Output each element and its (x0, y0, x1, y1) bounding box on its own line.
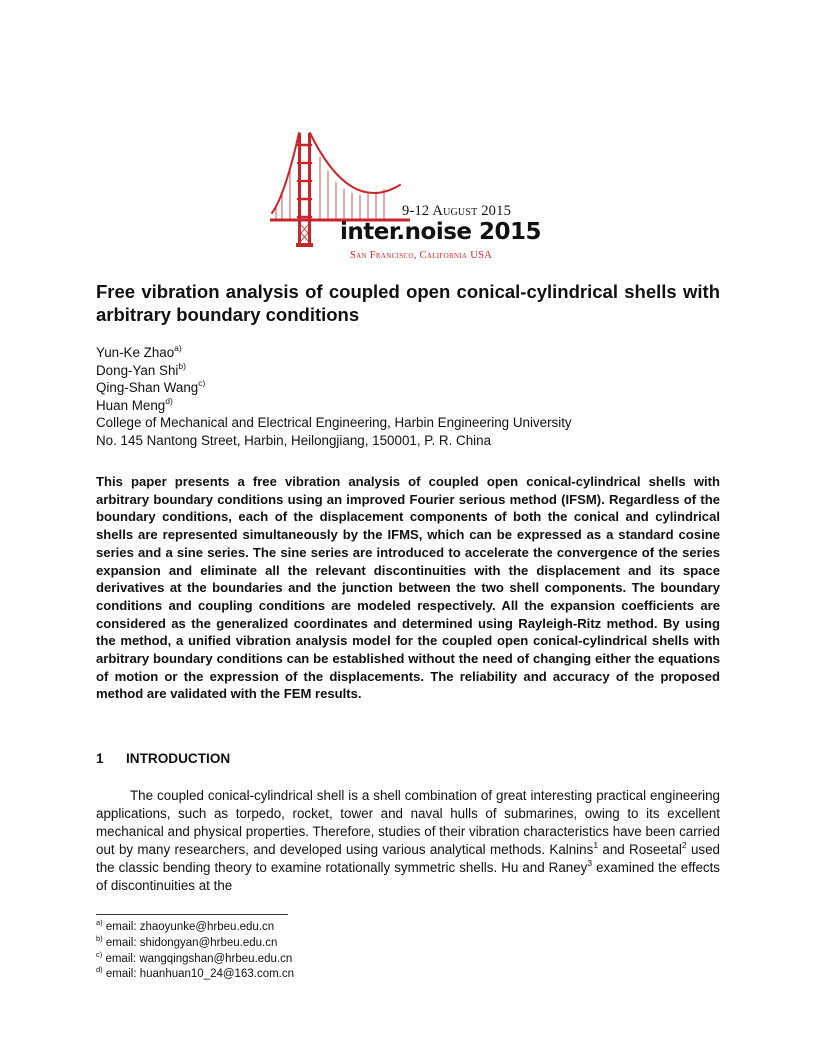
conference-logo (270, 125, 550, 265)
address: No. 145 Nantong Street, Harbin, Heilongjiang, 150001, P. R. China (96, 432, 492, 448)
conference-name: inter.noise 2015 (340, 219, 542, 245)
abstract: This paper presents a free vibration analysis of coupled open conical-cylindrical shells with arbitrary boundary conditions using an improved Fourier serious method (IFSM). Regardless of the boundary conditions, each of the displacement components of both the conical and cylindrical shells are represented simultaneously by the IFMS, which can be expressed as a standard cosine series and a sine series. The sine series are introduced to accelerate the convergence of the series expansion and eliminate all the relevant discontinuities with the displacement and its space derivatives at the boundaries and the junction between the two shell components. The boundary conditions and coupling conditions are modeled respectively. All the expansion coefficients are considered as the generalized coordinates and determined using Rayleigh-Ritz method. By using the method, a unified vibration analysis model for the coupled open conical-cylindrical shells with arbitrary boundary conditions can be established without the need of changing either the equations of motion or the expression of the displacements. The reliability and accuracy of the proposed method are validated with the FEM results. (96, 474, 720, 702)
footnote: $^{d)}$ email: huanhuan10_24@163.com.cn (96, 965, 295, 981)
footnote-divider (96, 914, 288, 915)
conference-location: San Francisco, California USA (350, 250, 493, 261)
section-heading (96, 751, 720, 766)
author: Huan Meng$^{d)}$ (96, 395, 173, 413)
author-block (96, 344, 720, 450)
author: Qing-Shan Wang$^{c)}$ (96, 378, 206, 396)
section-title: INTRODUCTION (126, 751, 231, 766)
introduction-paragraph: The coupled conical-cylindrical shell is a shell combination of great interesting practical engineering applications, such as torpedo, rocket, tower and naval hulls of submarines, owing to its excellent mechanical and physical properties. Therefore, studies of their vibration characteristics have been carried out by many researchers, and developed using various analytical methods. Kalnins$^1$ and Roseetal$^2$ used the classic bending theory to examine rotationally symmetric shells. Hu and Raney$^3$ examined the effects of discontinuities at the (96, 788, 721, 893)
section-number: 1 (96, 751, 104, 766)
author: Dong-Yan Shi$^{b)}$ (96, 360, 186, 378)
affiliation: College of Mechanical and Electrical Engineering, Harbin Engineering University (96, 415, 572, 431)
reference-mark: 2 (681, 839, 687, 850)
reference-mark: 3 (587, 857, 593, 868)
footnote: $^{a)}$ email: zhaoyunke@hrbeu.edu.cn (96, 918, 275, 933)
footnote: $^{b)}$ email: shidongyan@hrbeu.edu.cn (96, 933, 278, 949)
author: Yun-Ke Zhao$^{a)}$ (96, 343, 182, 360)
paper-title: Free vibration analysis of coupled open conical-cylindrical shells with arbitrary boundary conditions (96, 281, 720, 325)
reference-mark: 1 (593, 839, 599, 850)
conference-date: 9-12 August 2015 (402, 203, 512, 219)
footnote: $^{c)}$ email: wangqingshan@hrbeu.edu.cn (96, 949, 293, 965)
footnotes (96, 920, 496, 983)
